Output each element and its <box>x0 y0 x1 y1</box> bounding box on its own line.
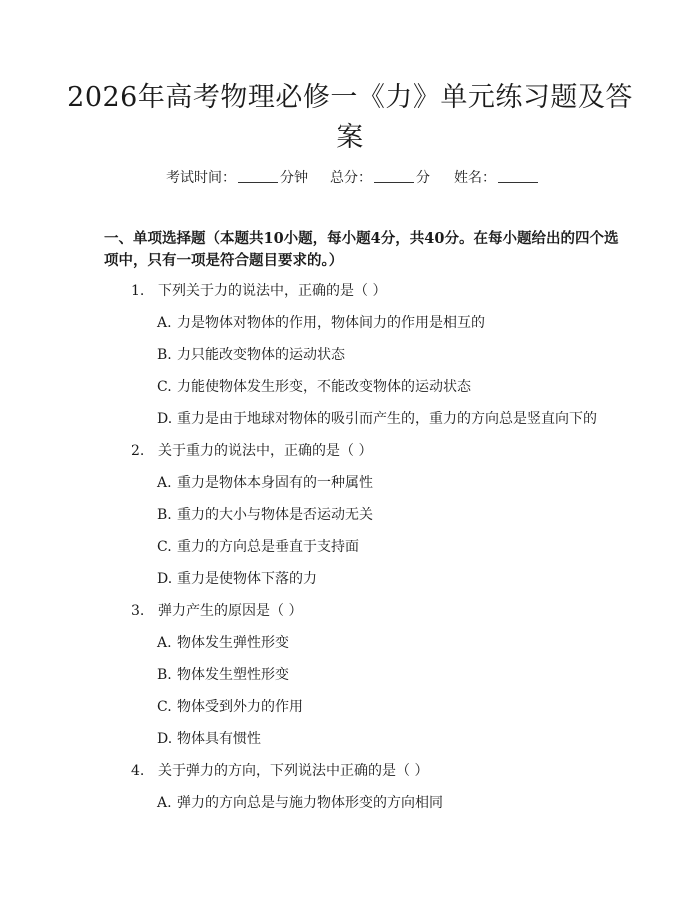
question-1-option-b <box>157 345 345 365</box>
question-number: 1. <box>131 283 145 299</box>
option-letter: D. <box>157 571 173 587</box>
total-score-unit: 分 <box>416 170 430 186</box>
question-1 <box>131 281 386 301</box>
option-letter: A. <box>157 795 172 811</box>
exam-time-blank <box>238 168 278 183</box>
option-text: 弹力的方向总是与施力物体形变的方向相同 <box>177 795 443 811</box>
question-3 <box>131 601 302 621</box>
question-number: 3. <box>131 603 145 619</box>
option-text: 重力的方向总是垂直于支持面 <box>177 539 359 555</box>
total-score-label: 总分： <box>330 170 372 186</box>
option-text: 重力是物体本身固有的一种属性 <box>177 475 373 491</box>
question-4-option-a <box>157 793 443 813</box>
total-score-blank <box>374 168 414 183</box>
question-2-option-b <box>157 505 373 525</box>
option-text: 力能使物体发生形变，不能改变物体的运动状态 <box>177 379 471 395</box>
question-3-option-c <box>157 697 303 717</box>
exam-time-label: 考试时间： <box>166 170 236 186</box>
option-text: 力只能改变物体的运动状态 <box>177 347 345 363</box>
option-letter: C. <box>157 699 172 715</box>
question-1-option-d <box>157 409 597 429</box>
question-stem: 关于弹力的方向，下列说法中正确的是（ ） <box>158 763 429 779</box>
option-text: 力是物体对物体的作用，物体间力的作用是相互的 <box>177 315 485 331</box>
question-number: 2. <box>131 443 145 459</box>
exam-time-unit: 分钟 <box>280 170 308 186</box>
option-text: 重力的大小与物体是否运动无关 <box>177 507 373 523</box>
exam-time-field <box>166 168 308 188</box>
question-4 <box>131 761 428 781</box>
option-letter: D. <box>157 731 173 747</box>
option-text: 重力是由于地球对物体的吸引而产生的，重力的方向总是竖直向下的 <box>177 411 597 427</box>
question-stem: 弹力产生的原因是（ ） <box>158 603 303 619</box>
option-letter: C. <box>157 379 172 395</box>
question-3-option-d <box>157 729 261 749</box>
student-name-field <box>454 168 540 188</box>
option-letter: B. <box>157 667 172 683</box>
option-text: 物体发生弹性形变 <box>177 635 289 651</box>
option-text: 物体发生塑性形变 <box>177 667 289 683</box>
option-letter: A. <box>157 315 172 331</box>
question-2-option-d <box>157 569 317 589</box>
option-letter: A. <box>157 635 172 651</box>
question-3-option-a <box>157 633 289 653</box>
question-3-option-b <box>157 665 289 685</box>
option-text: 物体受到外力的作用 <box>177 699 303 715</box>
question-2-option-a <box>157 473 373 493</box>
question-stem: 下列关于力的说法中，正确的是（ ） <box>158 283 387 299</box>
section-heading: 一、单项选择题（本题共10小题，每小题4分，共40分。在每小题给出的四个选项中，只有一项是符合题目要求的。） <box>104 230 619 269</box>
option-letter: C. <box>157 539 172 555</box>
option-letter: B. <box>157 507 172 523</box>
option-text: 物体具有惯性 <box>177 731 261 747</box>
option-letter: A. <box>157 475 172 491</box>
student-name-blank <box>498 168 538 183</box>
student-name-label: 姓名： <box>454 170 496 186</box>
question-2-option-c <box>157 537 359 557</box>
option-letter: B. <box>157 347 172 363</box>
option-letter: D. <box>157 411 173 427</box>
question-1-option-a <box>157 313 485 333</box>
total-score-field <box>330 168 430 188</box>
document-title: 2026年高考物理必修一《力》单元练习题及答案 <box>67 82 633 153</box>
question-2 <box>131 441 372 461</box>
question-number: 4. <box>131 763 145 779</box>
question-1-option-c <box>157 377 471 397</box>
option-text: 重力是使物体下落的力 <box>177 571 317 587</box>
question-stem: 关于重力的说法中，正确的是（ ） <box>158 443 373 459</box>
